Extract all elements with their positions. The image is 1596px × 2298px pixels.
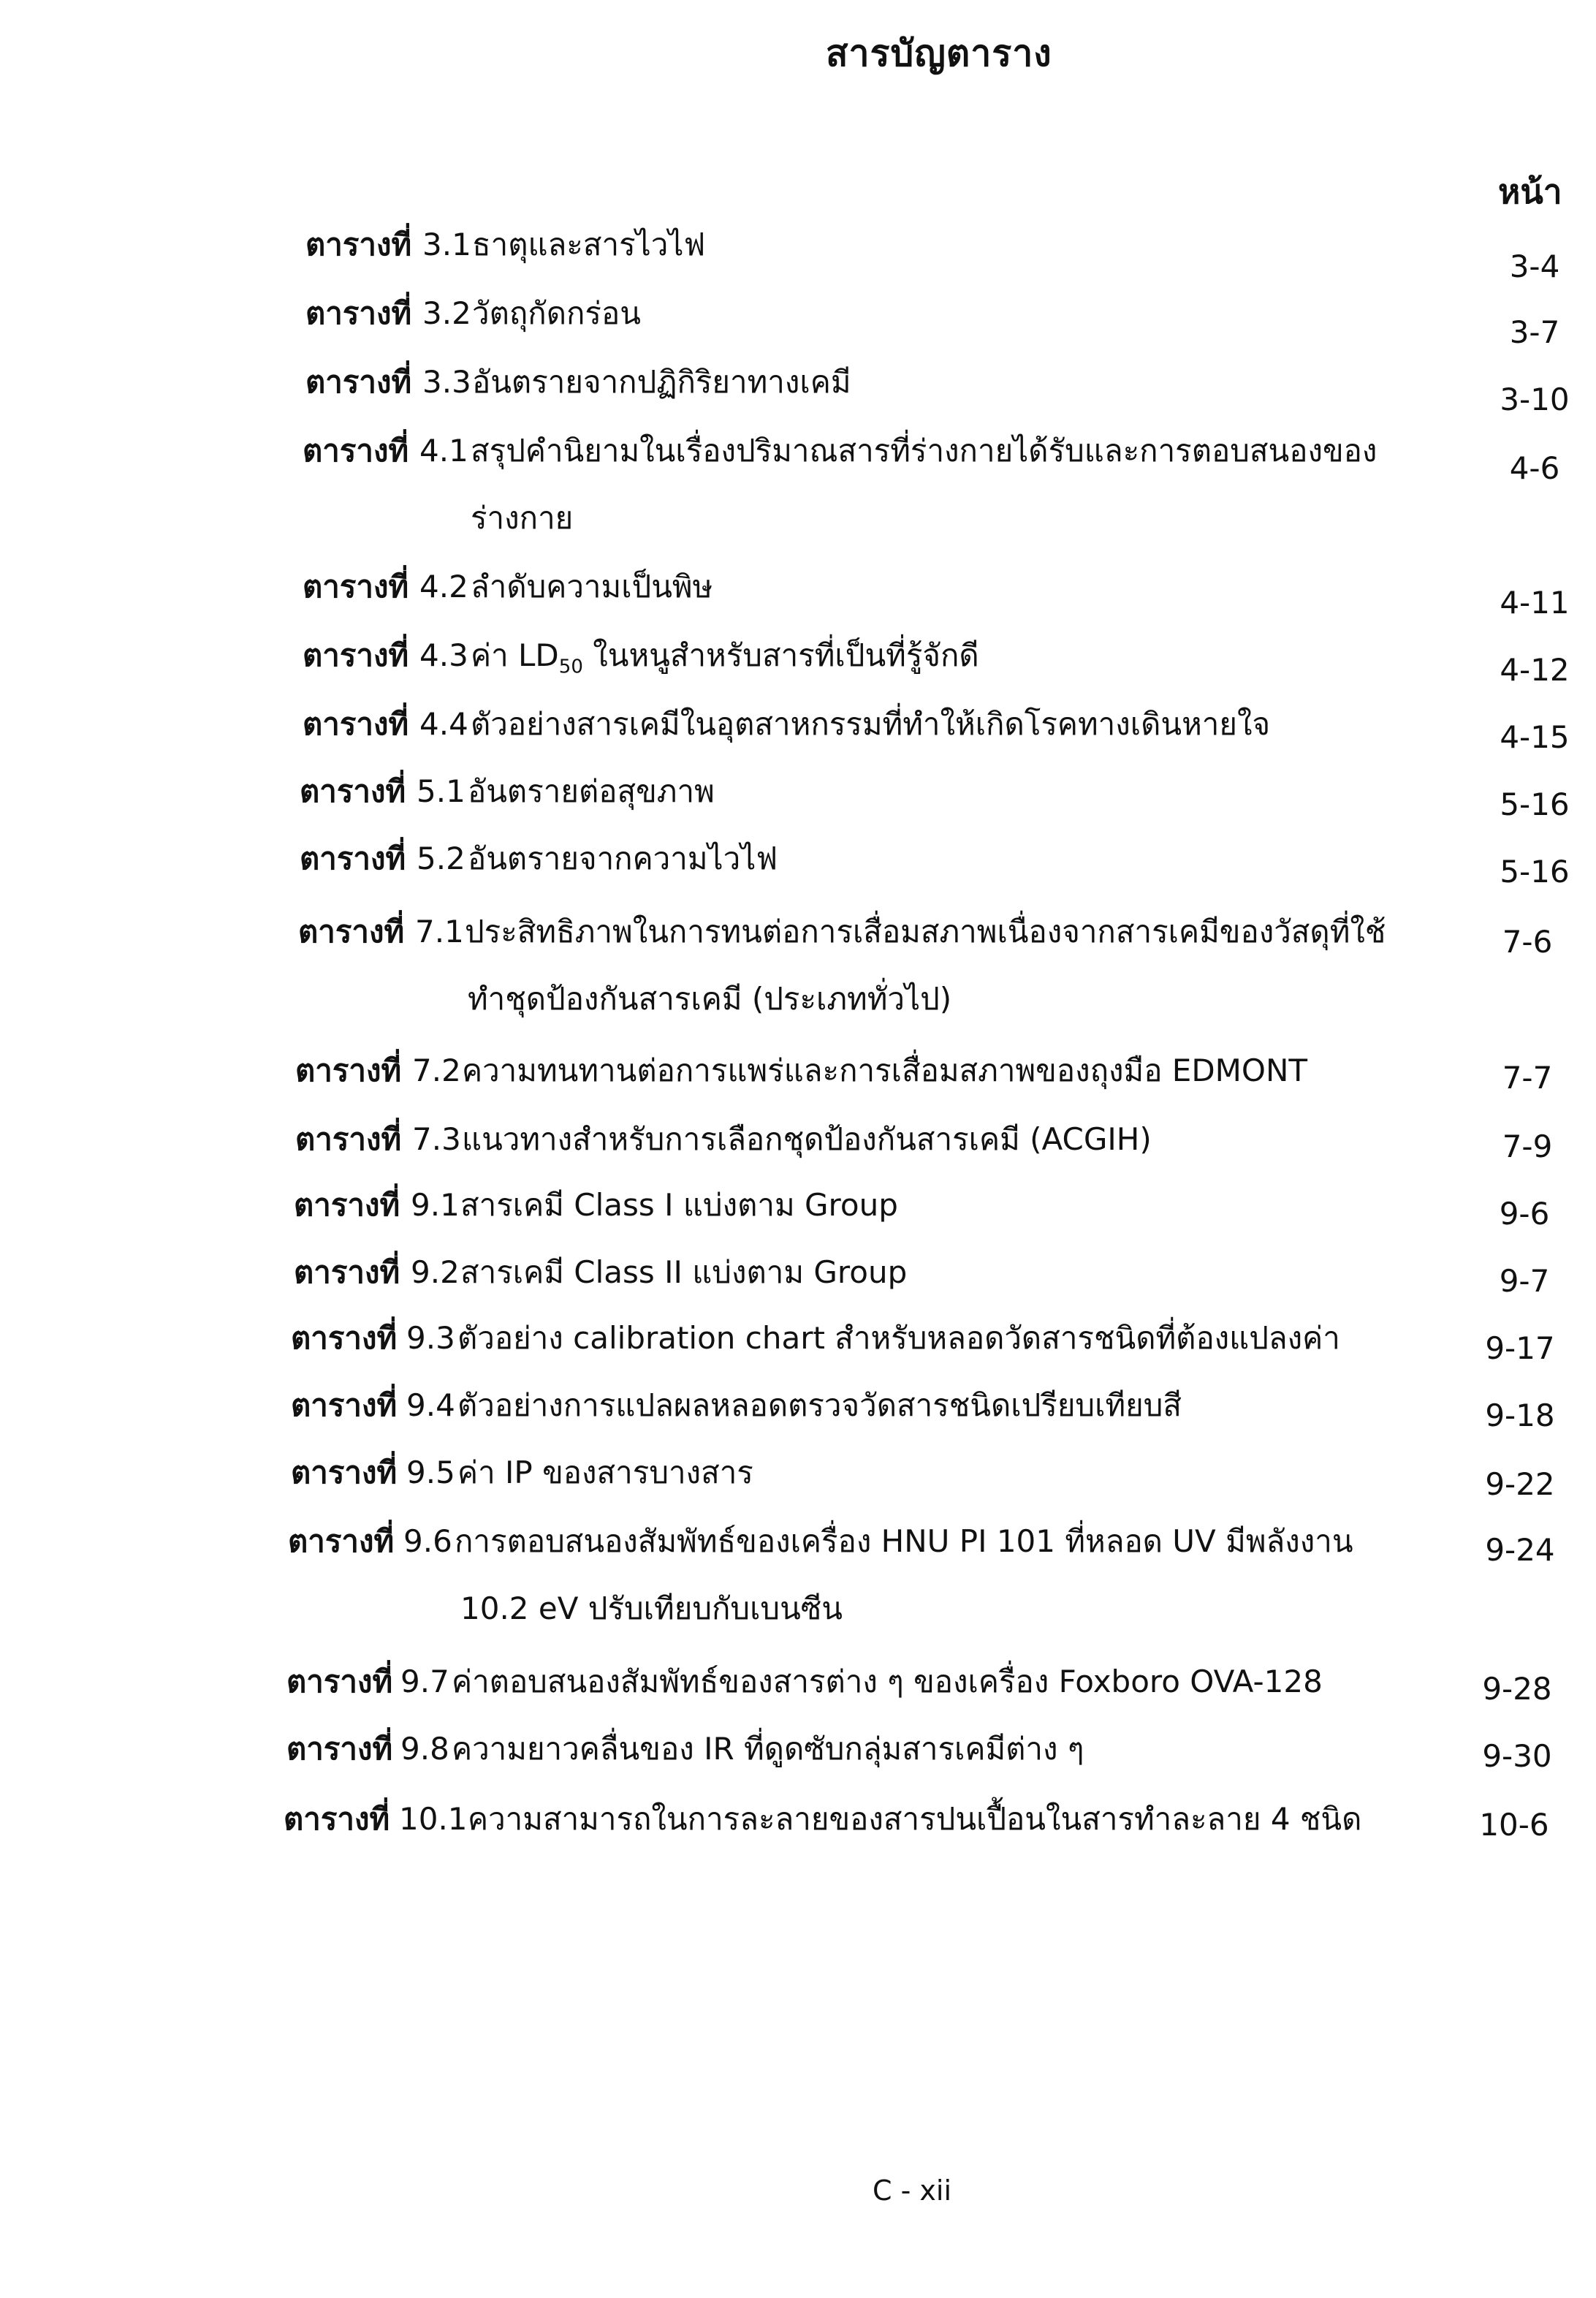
entry-title: อันตรายจากปฏิกิริยาทางเคมี xyxy=(472,364,851,400)
entry-number: 3.1 xyxy=(422,227,471,262)
entry-page: 9-30 xyxy=(1482,1738,1552,1774)
entry-prefix: ตารางที่ xyxy=(284,1801,390,1837)
entry-number: 4.1 xyxy=(419,433,468,469)
entry-number: 7.1 xyxy=(415,914,464,949)
entry-prefix: ตารางที่ xyxy=(294,1187,400,1223)
entry-prefix: ตารางที่ xyxy=(286,1664,393,1699)
entry-page: 10-6 xyxy=(1479,1807,1549,1843)
entry-prefix: ตารางที่ xyxy=(303,706,409,742)
entry-page: 5-16 xyxy=(1500,786,1570,822)
entry-page: 7-6 xyxy=(1502,924,1553,960)
entry-title-part: ในหนูสำหรับสารที่เป็นที่รู้จักดี xyxy=(582,637,979,673)
entry-prefix: ตารางที่ xyxy=(300,773,406,809)
entry-page: 5-16 xyxy=(1500,854,1570,890)
entry-title: ธาตุและสารไวไฟ xyxy=(472,227,706,262)
entry-prefix: ตารางที่ xyxy=(288,1523,395,1559)
entry-title: ความสามารถในการละลายของสารปนเปื้อนในสารทำละลาย 4 ชนิด xyxy=(468,1801,1362,1837)
entry-page: 9-18 xyxy=(1485,1398,1555,1433)
entry-number: 4.3 xyxy=(419,637,468,673)
entry-title: ตัวอย่าง calibration chart สำหรับหลอดวัดสารชนิดที่ต้องแปลงค่า xyxy=(457,1320,1340,1356)
entry-title: การตอบสนองสัมพัทธ์ของเครื่อง HNU PI 101 ที่หลอด UV มีพลังงาน xyxy=(455,1523,1353,1559)
entry-prefix: ตารางที่ xyxy=(291,1387,398,1423)
page-title: สารบัญตาราง xyxy=(826,32,1052,75)
entry-title-part: ค่า LD xyxy=(471,637,559,673)
entry-title: สรุปคำนิยามในเรื่องปริมาณสารที่ร่างกายได้รับและการตอบสนองของ xyxy=(471,433,1378,469)
entry-title: ตัวอย่างการแปลผลหลอดตรวจวัดสารชนิดเปรียบเทียบสี xyxy=(457,1387,1182,1423)
entry-title: สารเคมี Class I แบ่งตาม Group xyxy=(460,1187,898,1223)
entry-title: อันตรายต่อสุขภาพ xyxy=(468,773,715,809)
entry-prefix: ตารางที่ xyxy=(295,1121,402,1157)
entry-prefix: ตารางที่ xyxy=(291,1455,398,1490)
entry-title xyxy=(471,637,979,685)
entry-page: 4-12 xyxy=(1500,652,1570,688)
entry-number: 4.4 xyxy=(419,706,468,742)
entry-prefix: ตารางที่ xyxy=(305,364,412,400)
entry-title-continuation: 10.2 eV ปรับเทียบกับเบนซีน xyxy=(460,1590,843,1626)
entry-prefix: ตารางที่ xyxy=(303,433,409,469)
entry-prefix: ตารางที่ xyxy=(305,227,412,262)
entry-page: 3-7 xyxy=(1509,314,1560,350)
entry-number: 7.3 xyxy=(412,1121,461,1157)
entry-page: 7-9 xyxy=(1502,1129,1553,1164)
entry-prefix: ตารางที่ xyxy=(294,1254,400,1290)
entry-page: 9-17 xyxy=(1485,1330,1555,1366)
page-column-header: หน้า xyxy=(1498,172,1562,211)
entry-number: 5.1 xyxy=(417,773,466,809)
entry-title: ค่า IP ของสารบางสาร xyxy=(457,1455,753,1490)
entry-page: 3-4 xyxy=(1509,249,1560,284)
entry-number: 10.1 xyxy=(399,1801,468,1837)
entry-page: 9-28 xyxy=(1482,1671,1552,1707)
entry-title: ความยาวคลื่นของ IR ที่ดูดซับกลุ่มสารเคมีต่าง ๆ xyxy=(452,1731,1084,1767)
entry-number: 9.2 xyxy=(411,1254,460,1290)
entry-number: 9.1 xyxy=(411,1187,460,1223)
entry-prefix: ตารางที่ xyxy=(298,914,405,949)
page-footer-number: C - xii xyxy=(873,2174,952,2207)
entry-title: ประสิทธิภาพในการทนต่อการเสื่อมสภาพเนื่องจากสารเคมีของวัสดุที่ใช้ xyxy=(465,914,1386,949)
entry-title: ลำดับความเป็นพิษ xyxy=(471,569,713,604)
entry-page: 7-7 xyxy=(1502,1060,1553,1096)
ld50-subscript: 50 xyxy=(558,656,583,678)
entry-prefix: ตารางที่ xyxy=(305,295,412,331)
entry-title-continuation: ทำชุดป้องกันสารเคมี (ประเภททั่วไป) xyxy=(468,981,952,1017)
entry-title: ค่าตอบสนองสัมพัทธ์ของสารต่าง ๆ ของเครื่อง Foxboro OVA-128 xyxy=(452,1664,1323,1699)
entry-prefix: ตารางที่ xyxy=(286,1731,393,1767)
entry-prefix: ตารางที่ xyxy=(300,841,406,876)
entry-title-continuation: ร่างกาย xyxy=(471,500,574,536)
entry-title: ตัวอย่างสารเคมีในอุตสาหกรรมที่ทำให้เกิดโรคทางเดินหายใจ xyxy=(471,706,1271,742)
entry-page: 4-6 xyxy=(1509,450,1560,486)
entry-page: 9-22 xyxy=(1485,1466,1555,1502)
entry-page: 9-24 xyxy=(1485,1532,1555,1568)
entry-title: แนวทางสำหรับการเลือกชุดป้องกันสารเคมี (ACGIH) xyxy=(462,1121,1152,1157)
entry-number: 9.5 xyxy=(406,1455,455,1490)
entry-page: 9-7 xyxy=(1499,1263,1550,1299)
entry-prefix: ตารางที่ xyxy=(291,1320,398,1356)
entry-title: วัตถุกัดกร่อน xyxy=(472,295,641,331)
entry-number: 3.2 xyxy=(422,295,471,331)
entry-number: 4.2 xyxy=(419,569,468,604)
entry-number: 9.6 xyxy=(403,1523,452,1559)
entry-prefix: ตารางที่ xyxy=(303,637,409,673)
entry-number: 9.4 xyxy=(406,1387,455,1423)
entry-number: 7.2 xyxy=(412,1053,461,1088)
entry-title: ความทนทานต่อการแพร่และการเสื่อมสภาพของถุงมือ EDMONT xyxy=(462,1053,1308,1088)
entry-number: 9.8 xyxy=(400,1731,449,1767)
entry-number: 5.2 xyxy=(417,841,466,876)
entry-number: 9.3 xyxy=(406,1320,455,1356)
entry-page: 9-6 xyxy=(1499,1196,1550,1232)
entry-number: 3.3 xyxy=(422,364,471,400)
entry-number: 9.7 xyxy=(400,1664,449,1699)
entry-page: 4-11 xyxy=(1500,585,1570,621)
entry-prefix: ตารางที่ xyxy=(303,569,409,604)
entry-title: สารเคมี Class II แบ่งตาม Group xyxy=(460,1254,908,1290)
entry-prefix: ตารางที่ xyxy=(295,1053,402,1088)
entry-title: อันตรายจากความไวไฟ xyxy=(468,841,778,876)
entry-page: 4-15 xyxy=(1500,719,1570,755)
entry-page: 3-10 xyxy=(1500,382,1570,417)
